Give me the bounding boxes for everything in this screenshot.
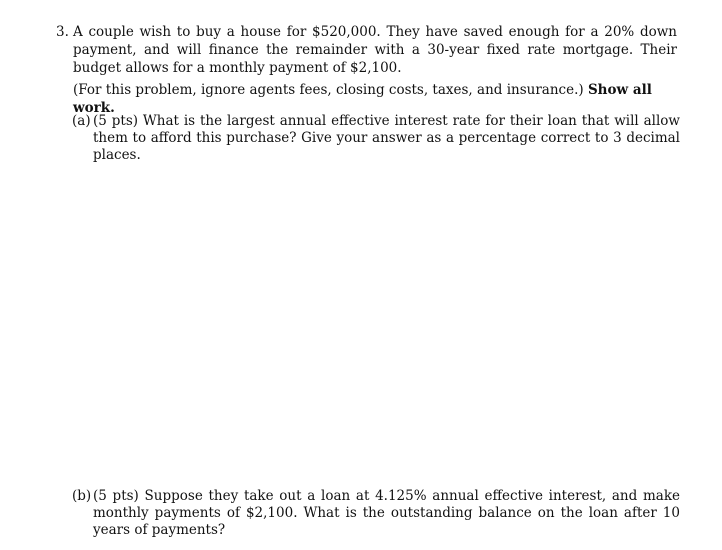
problem-number: 3. <box>56 24 69 40</box>
note-text: (For this problem, ignore agents fees, closing costs, taxes, and insurance.) <box>73 82 584 98</box>
problem-note <box>73 81 677 117</box>
part-a <box>72 113 682 163</box>
part-b-label: (b) <box>72 488 92 504</box>
problem-statement: A couple wish to buy a house for $520,000. They have saved enough for a 20% down payment, and will finance the remainder with a 30-year fixed rate mortgage. Their budget allows for a monthly payment of $2,100. <box>73 24 677 76</box>
part-b <box>72 488 682 538</box>
part-a-question: (5 pts) What is the largest annual effective interest rate for their loan that will allow them to afford this purchase? Give your answer as a percentage correct to 3 decimal places. <box>93 113 680 163</box>
answer-space-a <box>72 160 682 475</box>
part-a-label: (a) <box>72 113 91 129</box>
part-b-question: (5 pts) Suppose they take out a loan at 4.125% annual effective interest, and make monthly payments of $2,100. What is the outstanding balance on the loan after 10 years of payments? <box>93 488 680 538</box>
note-emphasis: Show all work. <box>73 82 652 116</box>
